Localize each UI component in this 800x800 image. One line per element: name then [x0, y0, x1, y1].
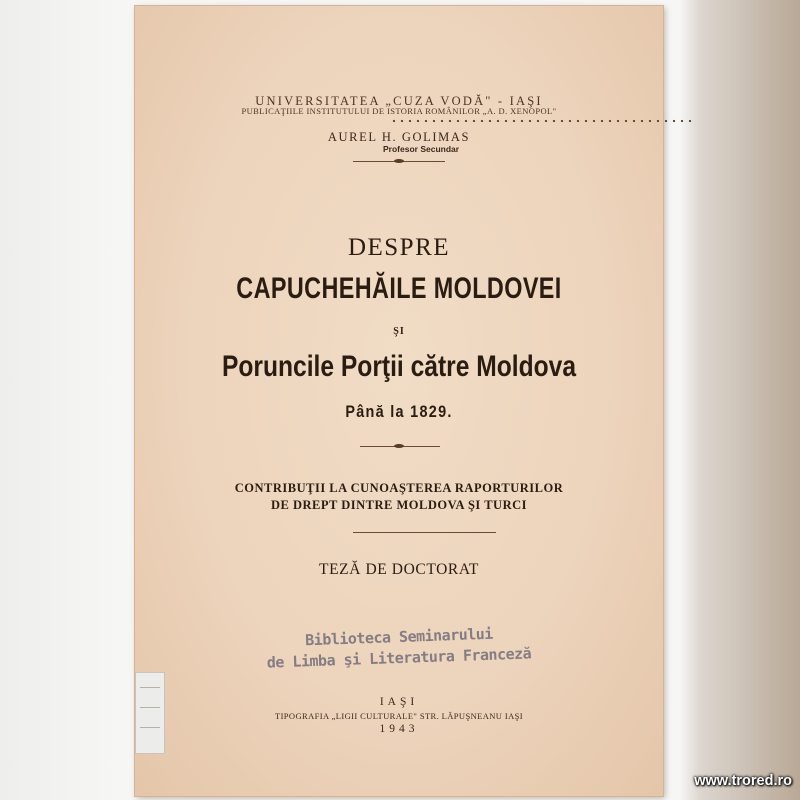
decorative-dotted-rule [390, 119, 694, 123]
title-main: CAPUCHEHĂILE MOLDOVEI [236, 272, 562, 305]
title-conjunction: ŞI [393, 326, 405, 337]
author-role: Profesor Secundar [383, 144, 460, 154]
sticker-rule [140, 687, 160, 688]
publication-series: PUBLICAŢIILE INSTITUTULUI DE ISTORIA ROMÂNILOR „A. D. XENOPOL" [241, 106, 557, 116]
sticker-rule [140, 707, 160, 708]
title-second: Poruncile Porţii către Moldova [221, 350, 577, 383]
spine-label-sticker [135, 672, 165, 754]
ornament-center [394, 159, 404, 163]
title-despre: DESPRE [347, 234, 451, 261]
thesis-label: TEZĂ DE DOCTORAT [319, 561, 479, 578]
library-stamp-line-1: Biblioteca Seminarului [304, 624, 494, 650]
book-cover [135, 6, 663, 796]
printer-line: TIPOGRAFIA „LIGII CULTURALE" STR. LĂPUŞNEANU IAŞI [274, 711, 523, 721]
title-date: Până la 1829. [345, 402, 453, 421]
watermark-text: www.trored.ro [694, 773, 792, 789]
publisher-city: IAŞI [379, 696, 419, 708]
subtitle-rule [353, 532, 496, 533]
publication-year: 1943 [379, 723, 419, 735]
sticker-rule [140, 727, 160, 728]
subtitle-line-2: DE DREPT DINTRE MOLDOVA ŞI TURCI [271, 498, 527, 512]
library-stamp-line-2: de Limba şi Literatura Franceză [266, 644, 532, 672]
author-name: AUREL H. GOLIMAS [327, 130, 471, 144]
ornament-center-2 [394, 444, 404, 448]
university-name: UNIVERSITATEA „CUZA VODĂ" - IAŞI [255, 94, 543, 108]
subtitle-line-1: CONTRIBUŢII LA CUNOAŞTEREA RAPORTURILOR [234, 481, 564, 495]
